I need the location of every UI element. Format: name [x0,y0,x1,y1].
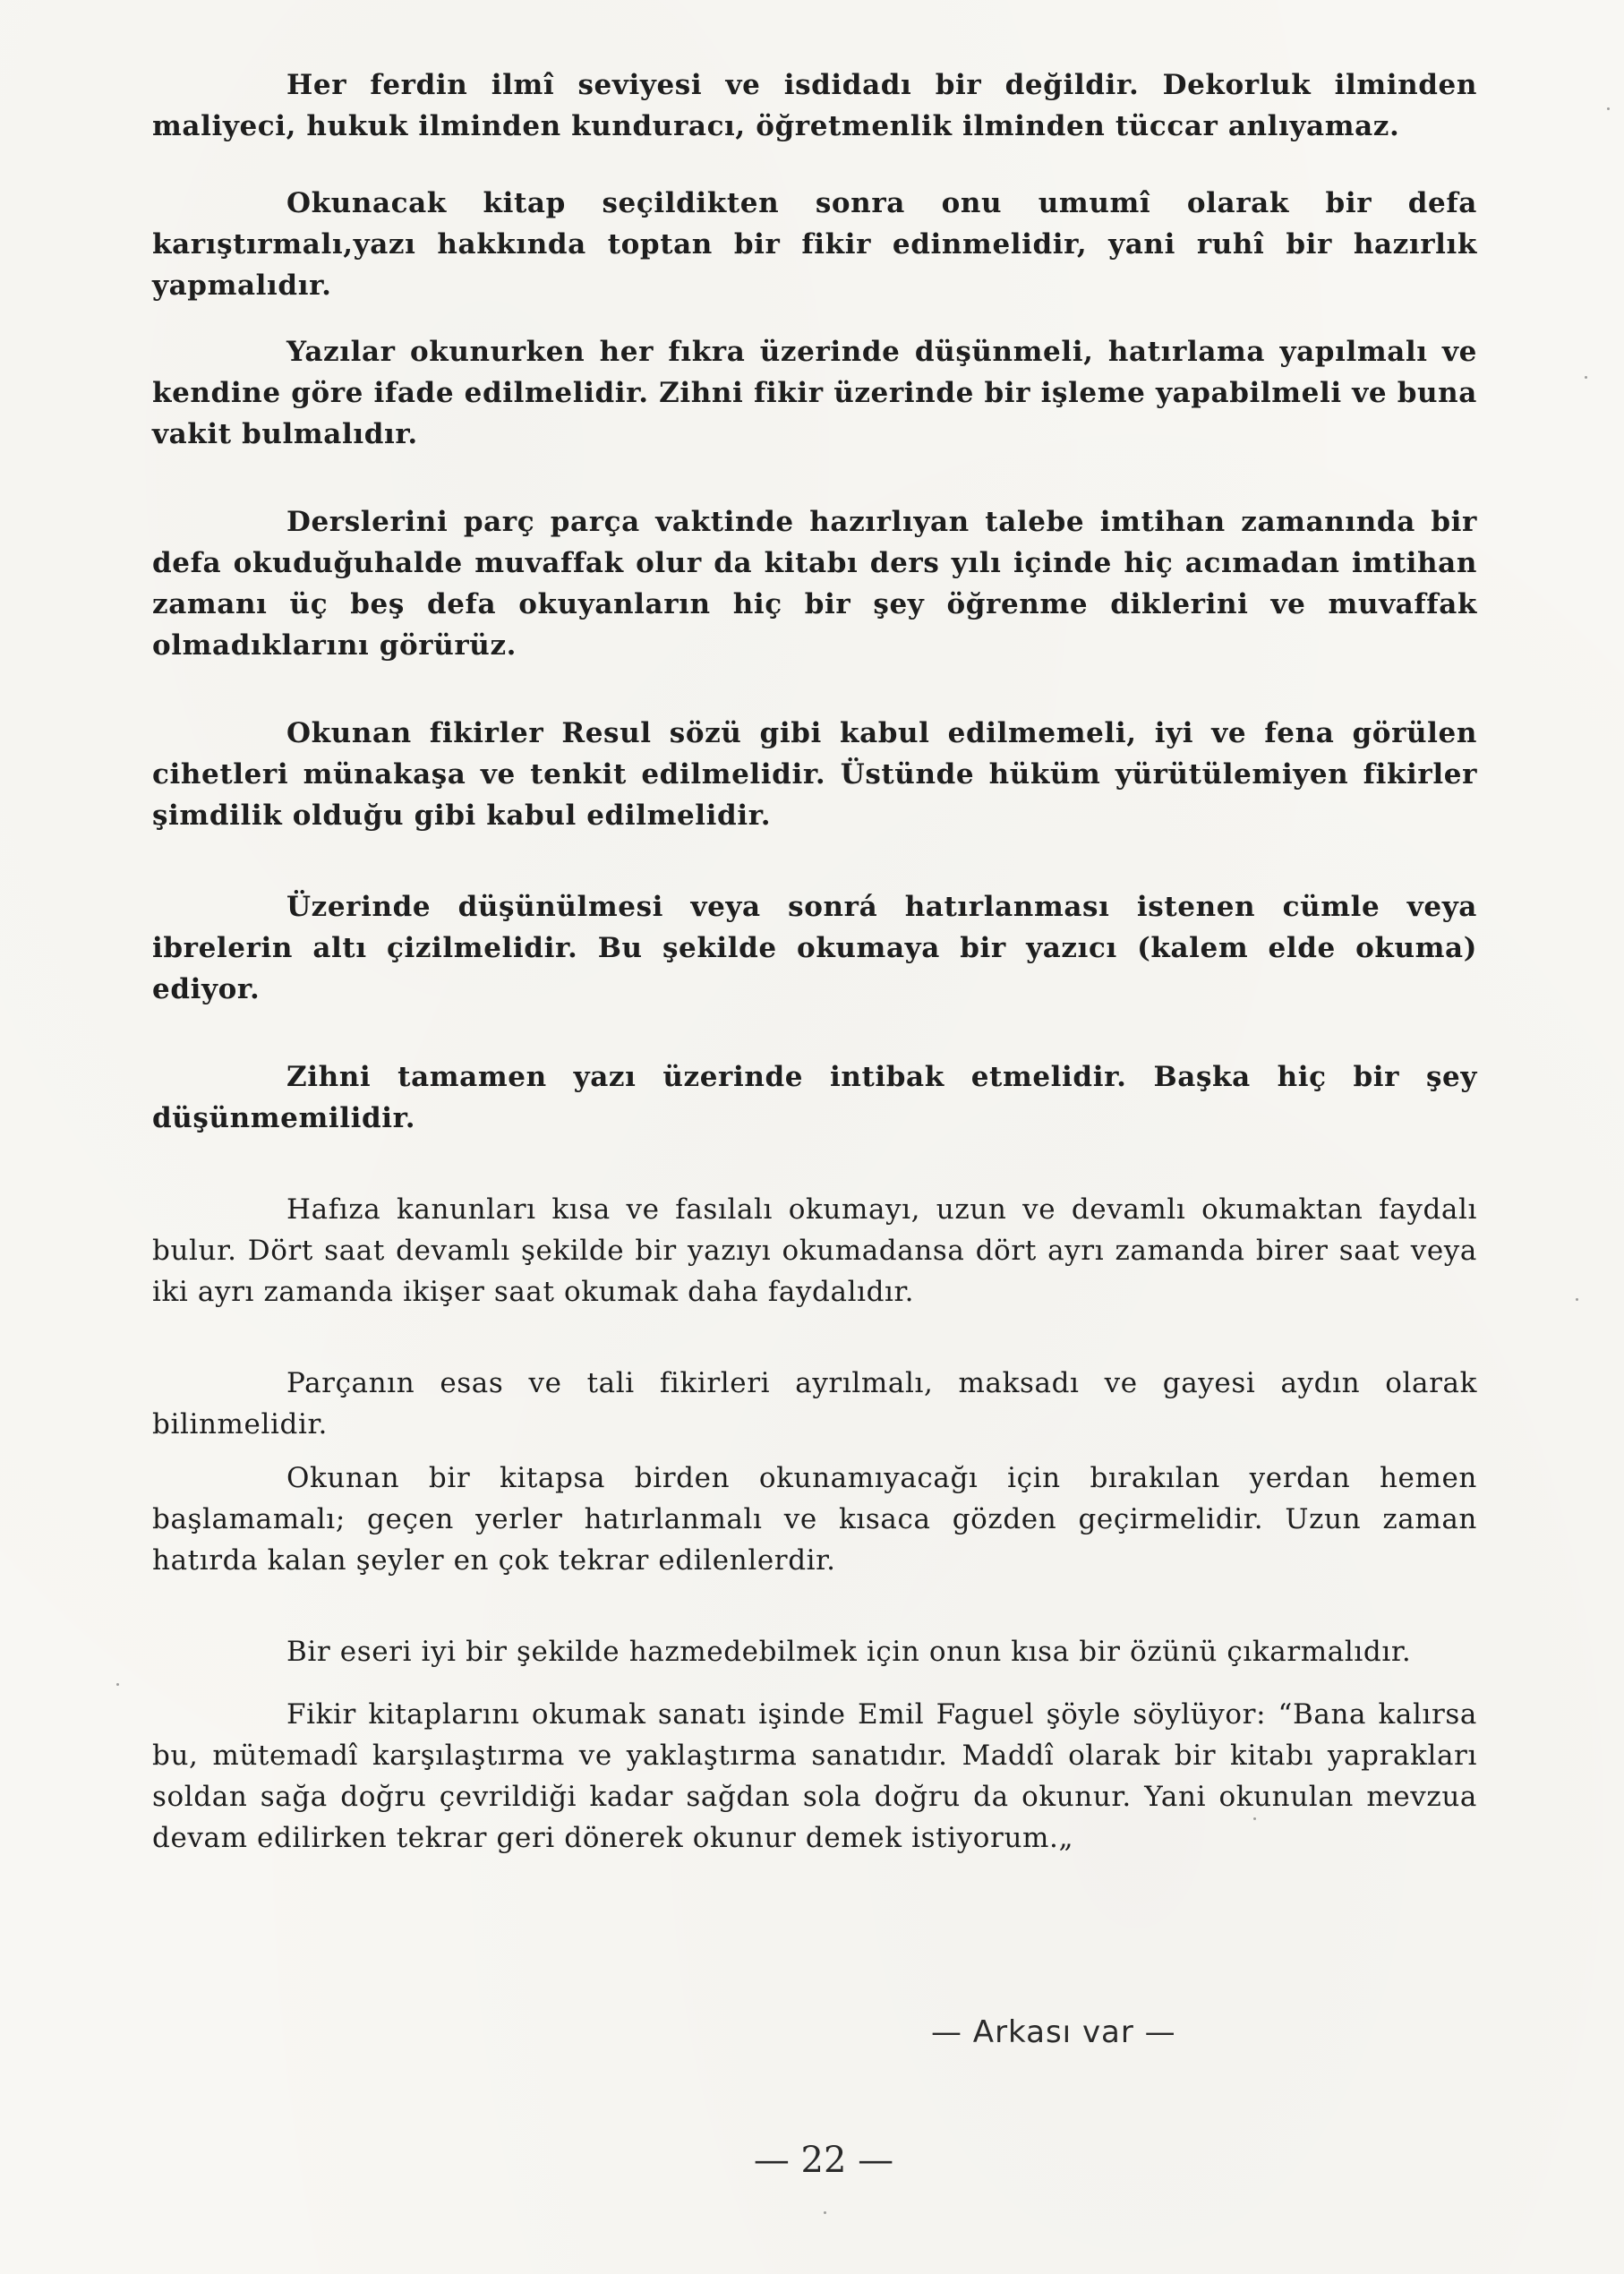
paragraph-7: Zihni tamamen yazı üzerinde intibak etmelidir. Başka hiç bir şey düşünmemilidir. [152,1061,1477,1134]
paragraph-10: Okunan bir kitapsa birden okunamıyacağı için bırakılan yerdan hemen başlamamalı; geçen yerler hatırlanmalı ve kısaca gözden geçirmelidir. Uzun zaman hatırda kalan şeyler en çok tekrar edilenlerdir. [152,1462,1477,1577]
article-body [152,64,1477,1859]
paragraph-1: Her ferdin ilmî seviyesi ve isdidadı bir değildir. Dekorluk ilminden maliyeci, hukuk ilminden kunduracı, öğretmenlik ilminden tüccar anlıyamaz. [152,69,1477,142]
paragraph-12: Fikir kitaplarını okumak sanatı işinde Emil Faguel şöyle söylüyor: “Bana kalırsa bu, mütemadî karşılaştırma ve yaklaştırma sanatıdır. Maddî olarak bir kitabı yaprakları soldan sağa doğru çevrildiği kadar sağdan sola doğru da okunur. Yani okunulan mevzua devam edilirken tekrar geri dönerek okunur demek istiyorum.„ [152,1698,1477,1854]
speck [1253,1817,1256,1820]
paragraph-11: Bir eseri iyi bir şekilde hazmedebilmek için onun kısa bir özünü çıkarmalıdır. [286,1636,1412,1668]
paragraph-9: Parçanın esas ve tali fikirleri ayrılmalı, maksadı ve gayesi aydın olarak bilinmelidir. [152,1367,1477,1440]
speck [824,2211,826,2214]
paragraph-6: Üzerinde düşünülmesi veya sonrá hatırlanması istenen cümle veya ibrelerin altı çizilmelidir. Bu şekilde okumaya bir yazıcı (kalem elde okuma) ediyor. [152,891,1477,1005]
paragraph-8: Hafıza kanunları kısa ve fasılalı okumayı, uzun ve devamlı okumaktan faydalı bulur. Dört saat devamlı şekilde bir yazıyı okumadansa dört ayrı zamanda birer saat veya iki ayrı zamanda ikişer saat okumak daha faydalıdır. [152,1193,1477,1308]
paragraph-4: Derslerini parç parça vaktinde hazırlıyan talebe imtihan zamanında bir defa okuduğuhalde muvaffak olur da kitabı ders yılı içinde hiç acımadan imtihan zamanı üç beş defa okuyanların hiç bir şey öğrenme diklerini ve muvaffak olmadıklarını görürüz. [152,506,1477,662]
page-number: — 22 — [753,2140,894,2181]
speck [1607,107,1610,110]
speck [1576,1298,1578,1301]
continued-note: — Arkası var — [931,2014,1176,2050]
paragraph-3: Yazılar okunurken her fıkra üzerinde düşünmeli, hatırlama yapılmalı ve kendine göre ifade edilmelidir. Zihni fikir üzerinde bir işleme yapabilmeli ve buna vakit bulmalıdır. [152,336,1477,450]
paragraph-5: Okunan fikirler Resul sözü gibi kabul edilmemeli, iyi ve fena görülen cihetleri münakaşa ve tenkit edilmelidir. Üstünde hüküm yürütülemiyen fikirler şimdilik olduğu gibi kabul edilmelidir. [152,717,1477,832]
speck [1585,376,1587,379]
speck [116,1683,119,1686]
paragraph-2: Okunacak kitap seçildikten sonra onu umumî olarak bir defa karıştırmalı,yazı hakkında toptan bir fikir edinmelidir, yani ruhî bir hazırlık yapmalıdır. [152,187,1477,302]
